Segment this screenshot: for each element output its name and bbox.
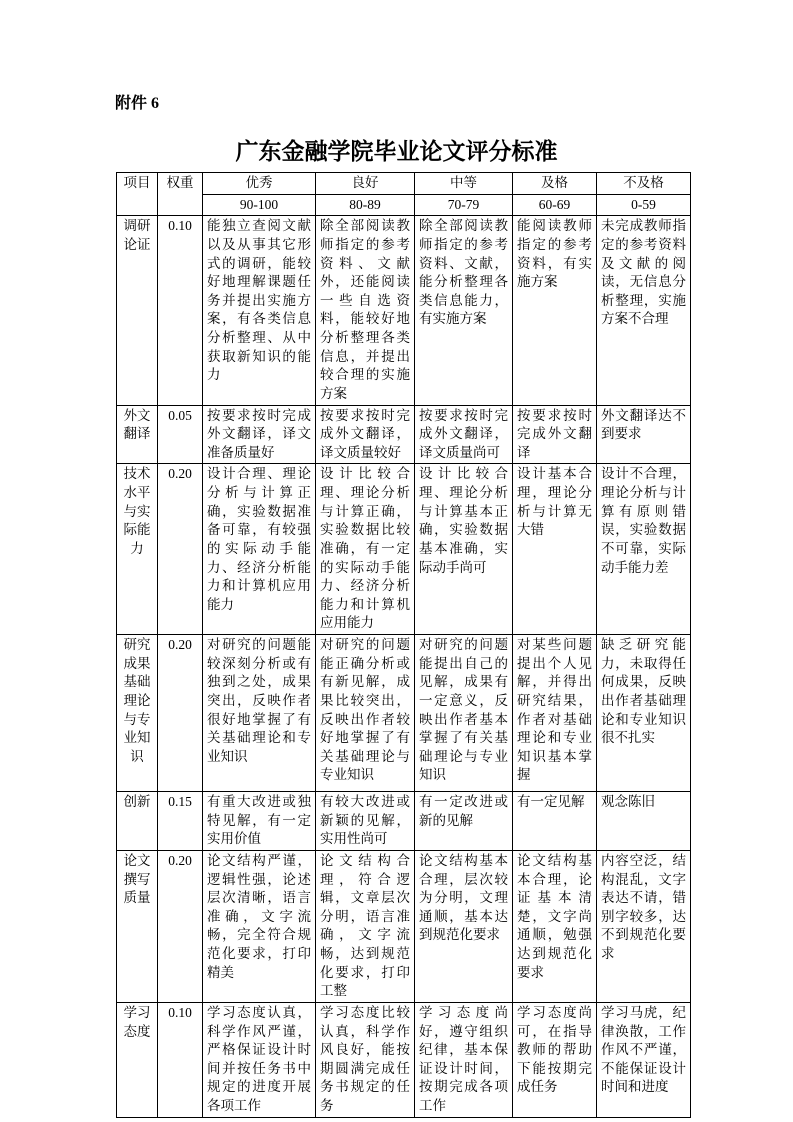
page-title: 广东金融学院毕业论文评分标准	[235, 139, 558, 164]
row-weight: 0.20	[158, 850, 203, 1002]
row-item-label: 外文翻译	[117, 405, 158, 464]
grading-table	[116, 172, 691, 1118]
criteria-cell: 设计不合理，理论分析与计算有原则错误，实验数据不可靠，实际动手能力差	[597, 464, 691, 635]
row-weight: 0.05	[158, 405, 203, 464]
criteria-cell: 对研究的问题能正确分析或有新见解，成果比较突出，反映出作者较好地掌握了有关基础理论与专业知识	[316, 635, 415, 792]
row-weight: 0.20	[158, 635, 203, 792]
criteria-cell: 论文结构严谨，逻辑性强，论述层次清晰，语言准确，文字流畅，完全符合规范化要求，打印精美	[203, 850, 316, 1002]
row-weight: 0.20	[158, 464, 203, 635]
table-row	[117, 792, 691, 851]
header-grade-excellent: 优秀	[203, 173, 316, 195]
criteria-cell: 有一定改进或新的见解	[415, 792, 513, 851]
row-weight: 0.10	[158, 1002, 203, 1117]
table-row	[117, 850, 691, 1002]
criteria-cell: 按要求按时完成外文翻译，译文质量较好	[316, 405, 415, 464]
header-row-grade-names	[117, 173, 691, 195]
criteria-cell: 除全部阅读教师指定的参考资料、文献，能分析整理各类信息能力，有实施方案	[415, 216, 513, 405]
criteria-cell: 论文结构基本合理，层次较为分明，文理通顺，基本达到规范化要求	[415, 850, 513, 1002]
criteria-cell: 外文翻译达不到要求	[597, 405, 691, 464]
criteria-cell: 对研究的问题能提出自己的见解，成果有一定意义，反映出作者基本掌握了有关基础理论与专业知识	[415, 635, 513, 792]
attachment-label: 附件 6	[115, 95, 160, 112]
row-item-label: 创新	[117, 792, 158, 851]
criteria-cell: 学习态度比较认真，科学作风良好，能按期圆满完成任务书规定的任务	[316, 1002, 415, 1117]
header-grade-fail: 不及格	[597, 173, 691, 195]
criteria-cell: 按要求按时完成外文翻译，译文准备质量好	[203, 405, 316, 464]
criteria-cell: 能独立查阅文献以及从事其它形式的调研，能较好地理解课题任务并提出实施方案，有各类信息分析整理、从中获取新知识的能力	[203, 216, 316, 405]
criteria-cell: 设计合理、理论分析与计算正确，实验数据准备可靠，有较强的实际动手能力、经济分析能力和计算机应用能力	[203, 464, 316, 635]
table-row	[117, 216, 691, 405]
header-range-good: 80-89	[316, 194, 415, 216]
row-item-label: 学习态度	[117, 1002, 158, 1117]
row-weight: 0.10	[158, 216, 203, 405]
criteria-cell: 对研究的问题能较深刻分析或有独到之处，成果突出，反映作者很好地掌握了有关基础理论和专业知识	[203, 635, 316, 792]
criteria-cell: 学习马虎，纪律涣散，工作作风不严谨，不能保证设计时间和进度	[597, 1002, 691, 1117]
header-grade-medium: 中等	[415, 173, 513, 195]
criteria-cell: 学习态度认真，科学作风严谨，严格保证设计时间并按任务书中规定的进度开展各项工作	[203, 1002, 316, 1117]
row-item-label: 技术水平与实际能力	[117, 464, 158, 635]
criteria-cell: 除全部阅读教师指定的参考资料、文献外，还能阅读一些自选资料，能较好地分析整理各类信息，并提出较合理的实施方案	[316, 216, 415, 405]
criteria-cell: 未完成教师指定的参考资料及文献的阅读，无信息分析整理，实施方案不合理	[597, 216, 691, 405]
header-row-score-ranges	[117, 194, 691, 216]
criteria-cell: 缺乏研究能力，未取得任何成果，反映出作者基础理论和专业知识很不扎实	[597, 635, 691, 792]
criteria-cell: 能阅读教师指定的参考资料，有实施方案	[513, 216, 597, 405]
table-row	[117, 405, 691, 464]
criteria-cell: 观念陈旧	[597, 792, 691, 851]
header-range-excellent: 90-100	[203, 194, 316, 216]
criteria-cell: 论文结构合理，符合逻辑，文章层次分明，语言准确，文字流畅，达到规范化要求，打印工整	[316, 850, 415, 1002]
criteria-cell: 按要求按时完成外文翻译，译文质量尚可	[415, 405, 513, 464]
header-grade-pass: 及格	[513, 173, 597, 195]
header-item: 项目	[117, 173, 158, 216]
header-range-pass: 60-69	[513, 194, 597, 216]
header-range-fail: 0-59	[597, 194, 691, 216]
table-row	[117, 464, 691, 635]
criteria-cell: 有重大改进或独特见解，有一定实用价值	[203, 792, 316, 851]
criteria-cell: 有一定见解	[513, 792, 597, 851]
criteria-cell: 设计比较合理、理论分析与计算正确，实验数据比较准确，有一定的实际动手能力、经济分析能力和计算机应用能力	[316, 464, 415, 635]
header-grade-good: 良好	[316, 173, 415, 195]
criteria-cell: 按要求按时完成外文翻译	[513, 405, 597, 464]
table-row	[117, 1002, 691, 1117]
criteria-cell: 学习态度尚可，在指导教师的帮助下能按期完成任务	[513, 1002, 597, 1117]
header-range-medium: 70-79	[415, 194, 513, 216]
criteria-cell: 有较大改进或新颖的见解，实用性尚可	[316, 792, 415, 851]
row-item-label: 论文撰写质量	[117, 850, 158, 1002]
criteria-cell: 设计比较合理、理论分析与计算基本正确，实验数据基本准确，实际动手尚可	[415, 464, 513, 635]
table-row	[117, 635, 691, 792]
criteria-cell: 论文结构基本合理，论证基本清楚，文字尚通顺，勉强达到规范化要求	[513, 850, 597, 1002]
row-weight: 0.15	[158, 792, 203, 851]
row-item-label: 调研论证	[117, 216, 158, 405]
criteria-cell: 设计基本合理，理论分析与计算无大错	[513, 464, 597, 635]
row-item-label: 研究成果基础理论与专业知识	[117, 635, 158, 792]
criteria-cell: 对某些问题提出个人见解，并得出研究结果，作者对基础理论和专业知识基本掌握	[513, 635, 597, 792]
criteria-cell: 内容空泛，结构混乱，文字表达不请，错别字较多，达不到规范化要求	[597, 850, 691, 1002]
header-weight: 权重	[158, 173, 203, 216]
criteria-cell: 学习态度尚好，遵守组织纪律，基本保证设计时间，按期完成各项工作	[415, 1002, 513, 1117]
